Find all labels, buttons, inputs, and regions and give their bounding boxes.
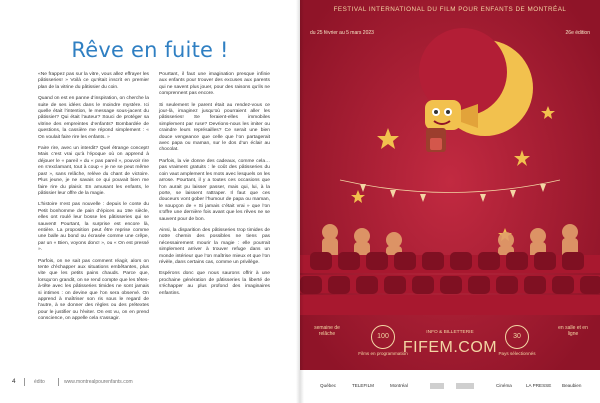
page-number: 4: [12, 378, 16, 385]
paragraph: Pourtant, il faut une imagination presque infinie aux enfants pour trouver des excuses aux parents qui ne savent plus jouer, pour des raisons qu’ils ne comprennent pas encore.: [159, 72, 270, 97]
sponsor-logo: Québec: [320, 383, 337, 388]
spring-break-note: semaine de relâche: [314, 325, 340, 337]
article-column-1: [38, 72, 149, 364]
sponsor-logo: Montréal: [390, 383, 408, 388]
sponsor-strip: [300, 370, 600, 403]
countries-label: Pays sélectionnés: [498, 351, 536, 356]
footer-divider: [58, 378, 59, 386]
films-count: 100: [371, 325, 395, 349]
paragraph: Ainsi, la disparition des pâtisseries trop timides de notre chemin des possibles ne tiens pas nécessairement mourir la magie : elle pourrait simplement arriver à trouver refuge dans un monde intérieur que l’on maîtrise mieux et que l’on révèle, dans certains cas, comme un privilège.: [159, 227, 270, 265]
films-label: Films en programmation: [358, 351, 408, 356]
paragraph: Parfois, on ne sait pas comment réagir, alors on tente d’échapper aux situations embêtantes, plus vite que les petits pains chauds. Parce que, lorsqu’on grandit, on se rend compte que les têtes-à-tête avec les pâtisseries timides ne sont jamais si intimes : on devine que l’on sera observé. On apprend à maîtriser son ris sous le regard de l’autre, à se donner des règles ou des prétextes pour le justifier ou l’éviter. On est vu, on en prend conscience, on appelle cela s’assagir.: [38, 258, 149, 322]
footer-section: édito: [34, 379, 45, 385]
paragraph: Faire rire, avec un interdit? Quel étrange concept! Mais c’est vrai qu’à l’époque où on apprend à déjouer le « pareil » du « pas pareil », pouvoir rire en s’exclamant, tout à coup « je ne se peut même pas! », sans relâche, relève du chant de victoire. Plus jeune, je ne savais ce qui pouvait bien me faire rire du plaisir. En amusant les enfants, le pâtissier leur offre de la magie.: [38, 146, 149, 196]
festival-website-link[interactable]: FIFEM.COM: [402, 339, 498, 356]
festival-dates: du 25 février au 5 mars 2023: [310, 30, 374, 36]
footer-divider: [24, 378, 25, 386]
sponsor-logo: [430, 383, 444, 389]
sponsor-logo: [456, 383, 474, 389]
festival-ad: [300, 0, 600, 403]
sponsor-logo: Cinéma: [496, 383, 512, 388]
paragraph: Quand on est en panne d’inspiration, on cherche la suite de ses idées dans le moindre mystère. Ici quelle était l’intention, le message sous-jacent du pâtissier? Qui était l’auteur? Souci de protéger sa vitrine des empreintes d’enfants? Bombardée de questions, la cassière me répond simplement : « On voulait faire rire les enfants. »: [38, 96, 149, 140]
ticketing-label: INFO & BILLETTERIE: [426, 330, 474, 335]
paragraph: Espérons donc que nous saurons offrir à une prochaine génération de pâtisseries la liberté de s’échapper au plus profond des imaginaires enfantins.: [159, 271, 270, 296]
paragraph: L’histoire n’est pas nouvelle : depuis le conte du Petit bonhomme de pain d’épices au 19e siècle, elles ont roulé leur bosse les pâtisseries qui se sauvent! Pourtant, la surprise est encore là, entière. La proposition peut être reprise comme une balle au bond ou écrasée comme une crêpe, par un « Bien, voyons donc! », ou « On est pressé ».: [38, 202, 149, 253]
paragraph: Parfois, la vie donne des cadeaux, comme cela… pas vraiment gratuits : le coût des pâtisseries du coin vaut amplement les mots avec lesquels on les arrose. Pourtant, il y a toutes ces occasions que l’on aurait pu laisser passer, mais qui, lui, à la porte, se laissent rattraper. Il faut que ces douceurs vont gober l’humour de papa ou maman, le soupçon de « Si jamais c’était vrai » que l’on s’offre une dernière fois avant que les rêves ne se sauvent pour de bon.: [159, 158, 270, 222]
festival-edition: 26e édition: [565, 30, 590, 36]
page-footer: [0, 374, 300, 392]
paragraph: «Ne frappez pas sur la vitre, vous allez effrayer les pâtisseries! » Voilà ce qu’était inscrit en premier plan de la vitrine du pâtissier du coin.: [38, 72, 149, 90]
venue-note: en salle et en ligne: [558, 325, 588, 337]
article-title: Rêve en fuite !: [71, 38, 229, 62]
page-gutter: [296, 0, 304, 403]
festival-name: FESTIVAL INTERNATIONAL DU FILM POUR ENFANTS DE MONTRÉAL: [333, 6, 567, 13]
article-column-2: [159, 72, 270, 364]
countries-count: 30: [505, 325, 529, 349]
footer-url[interactable]: www.montrealpourenfants.com: [64, 379, 133, 385]
article-body: [38, 72, 270, 364]
sponsor-logo: Beaubien: [562, 383, 582, 388]
paragraph: Si seulement le parent était au rendez-vous ce jour-là, imaginez jusqu’où pourraient aller les pâtisseries! Se feraient-elles immobiles simplement par ruse? Devrions-nous les imiter ou craindre leurs représailles? Ce serait une bien douce vengeance que celle que l’on partagerait avec papa ou maman, sur le dos d’un éclair au chocolat.: [159, 102, 270, 153]
sponsor-logo: LA PRESSE: [526, 383, 552, 388]
sponsor-logo: TELEFILM: [352, 383, 374, 388]
